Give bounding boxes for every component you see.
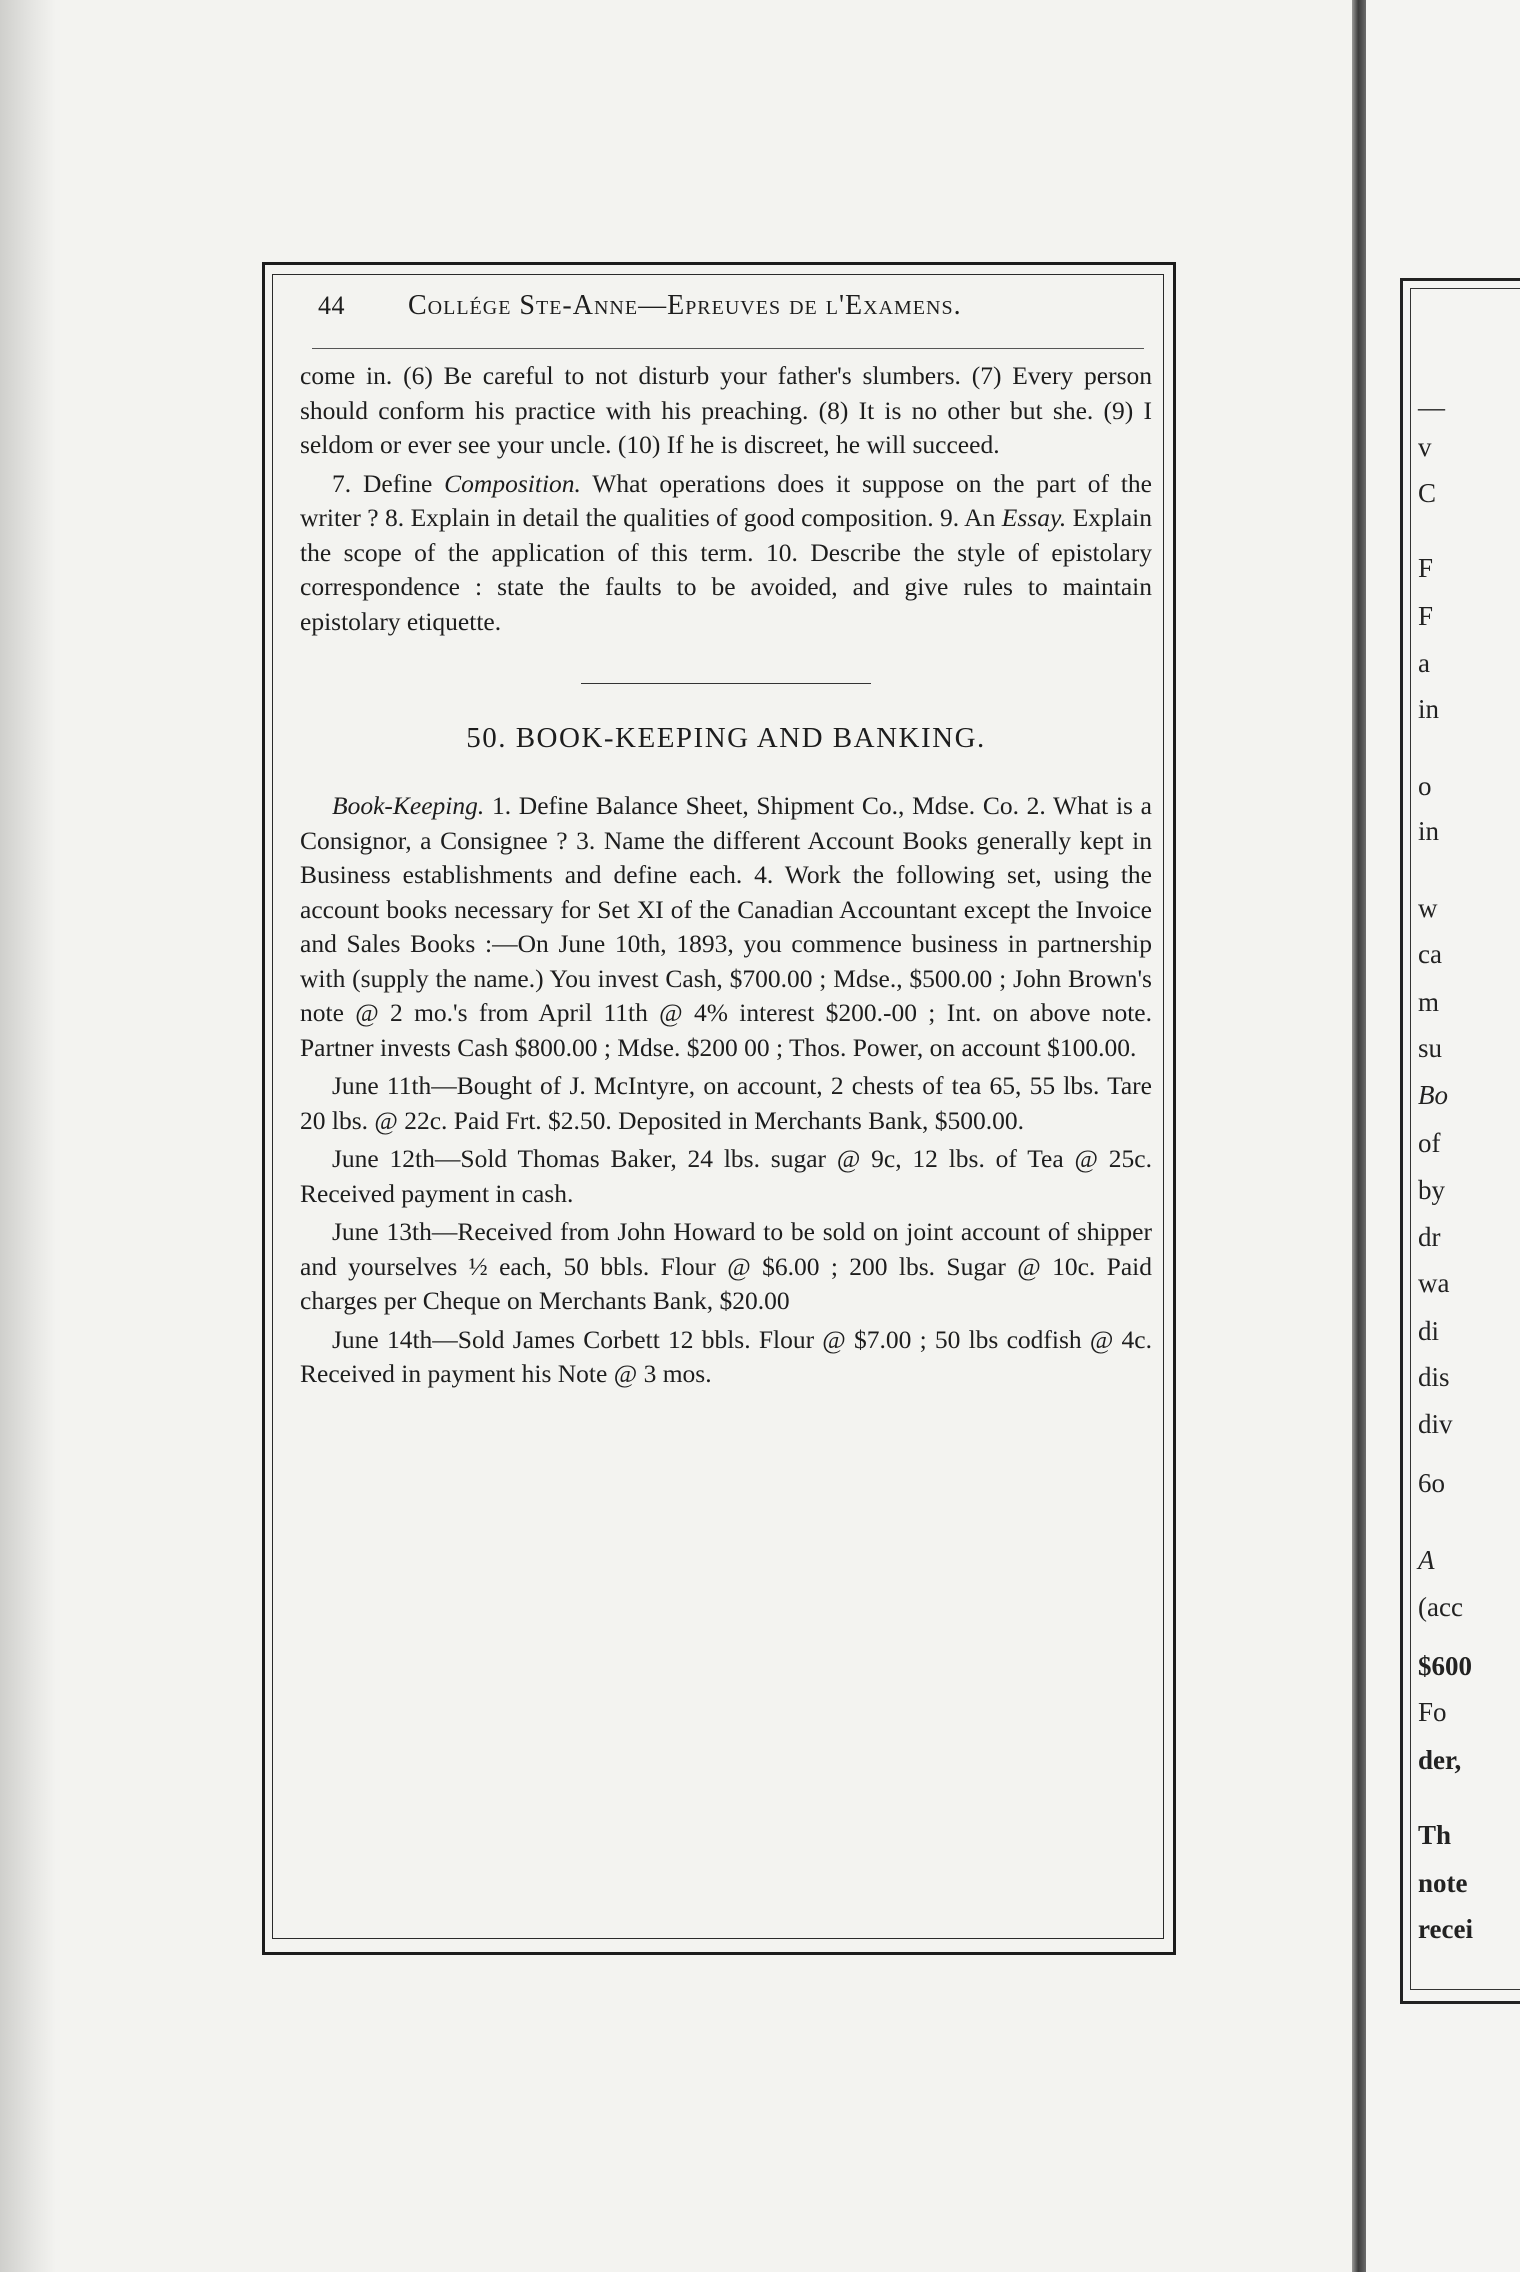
next-page-fragment-line: A	[1418, 1545, 1435, 1575]
journal-entry: June 11th—Bought of J. McIntyre, on account, 2 chests of tea 65, 55 lbs. Tare 20 lbs. @ 22c. Paid Frt. $2.50. Deposited in Merchants Bank, $500.00.	[300, 1071, 1152, 1135]
next-page-fragment-line: —	[1418, 392, 1445, 422]
composition-lead: 7. Define	[332, 468, 445, 498]
next-page-fragment-line: m	[1418, 987, 1440, 1017]
book-spine	[1352, 0, 1366, 2272]
section-divider	[581, 683, 871, 684]
bookkeeping-label: Book-Keeping.	[332, 791, 485, 820]
next-page-fragment-line: (acc	[1418, 1592, 1463, 1622]
running-head: Collége Ste-Anne—Epreuves de l'Examens.	[408, 290, 962, 321]
next-page-fragment-line: F	[1418, 601, 1434, 631]
next-page-fragment-line: recei	[1418, 1914, 1473, 1944]
next-page-fragment-line: o	[1418, 771, 1432, 801]
next-page-fragment-line: in	[1418, 816, 1440, 846]
next-page-fragment-line: Th	[1418, 1820, 1452, 1850]
composition-text-2: What operations does it suppose on the part of the writer ? 8. Explain in detail the qualities of good composition. 9. An	[300, 468, 1152, 532]
header-rule	[312, 348, 1144, 349]
next-page-fragment-line: $600	[1418, 1651, 1472, 1681]
next-page-fragment-line: C	[1418, 478, 1437, 508]
next-page-fragment-line: di	[1418, 1316, 1440, 1346]
next-page-fragment-line: F	[1418, 553, 1434, 583]
journal-entry: June 12th—Sold Thomas Baker, 24 lbs. sugar @ 9c, 12 lbs. of Tea @ 25c. Received payment in cash.	[300, 1144, 1152, 1208]
next-page-fragment-line: by	[1418, 1175, 1445, 1205]
next-page-fragment-line: wa	[1418, 1268, 1450, 1298]
composition-text-3: Explain the scope of the application of this term. 10. Describe the style of epistolary correspondence : state the faults to be avoided, and give rules to maintain epistolary etiquette.	[300, 503, 1152, 636]
next-page-fragment-line: ca	[1418, 939, 1442, 969]
next-page-fragment-line: note	[1418, 1868, 1468, 1898]
next-page-fragment-line: w	[1418, 893, 1438, 923]
next-page-fragment-line: in	[1418, 694, 1440, 724]
page-content	[300, 290, 1152, 1392]
journal-entry: June 14th—Sold James Corbett 12 bbls. Flour @ $7.00 ; 50 lbs codfish @ 4c. Received in payment his Note @ 3 mos.	[300, 1324, 1152, 1388]
bookkeeping-text: 1. Define Balance Sheet, Shipment Co., Mdse. Co. 2. What is a Consignor, a Consignee ? 3. Name the different Account Books generally kept in Business establishments and define each. 4. Work the following set, using the account books necessary for Set XI of the Canadian Accountant except the Invoice and Sales Books :—On June 10th, 1893, you commence business in partnership with (supply the name.) You invest Cash, $700.00 ; Mdse., $500.00 ; John Brown's note @ 2 mo.'s from April 11th @ 4% interest $200.-00 ; Int. on above note. Partner invests Cash $800.00 ; Mdse. $200 00 ; Thos. Power, on account $100.00.	[300, 791, 1152, 1062]
section-title: 50. BOOK-KEEPING AND BANKING.	[466, 722, 986, 754]
next-page-fragment-line: v	[1418, 432, 1432, 462]
journal-entry: June 13th—Received from John Howard to be sold on joint account of shipper and yourselves ½ each, 50 bbls. Flour @ $6.00 ; 200 lbs. Sugar @ 10c. Paid charges per Cheque on Merchants Bank, $20.00	[300, 1217, 1152, 1315]
composition-term: Composition.	[444, 468, 581, 498]
next-page-fragment-line: of	[1418, 1128, 1441, 1158]
intro-paragraph: come in. (6) Be careful to not disturb your father's slumbers. (7) Every person should conform his practice with his preaching. (8) It is no other but she. (9) I seldom or ever see your uncle. (10) If he is discreet, he will succeed.	[300, 361, 1152, 459]
next-page-fragment-line: der,	[1418, 1745, 1462, 1775]
next-page-fragment-line: su	[1418, 1033, 1443, 1063]
next-page-fragment-line: 6o	[1418, 1468, 1445, 1498]
next-page-fragment-line: a	[1418, 648, 1430, 678]
essay-term: Essay.	[1001, 503, 1067, 532]
bookkeeping-paragraph	[300, 789, 1152, 1065]
next-page-fragment-line: Bo	[1418, 1080, 1448, 1110]
page-number: 44	[318, 291, 345, 320]
scan-left-margin	[0, 0, 56, 2272]
next-page-fragment	[1366, 0, 1520, 2272]
next-page-fragment-line: dr	[1418, 1222, 1441, 1252]
composition-paragraph	[300, 467, 1152, 640]
page-header	[300, 290, 1152, 334]
next-page-fragment-line: div	[1418, 1409, 1453, 1439]
next-page-fragment-line: dis	[1418, 1362, 1450, 1392]
next-page-fragment-line: Fo	[1418, 1697, 1447, 1727]
